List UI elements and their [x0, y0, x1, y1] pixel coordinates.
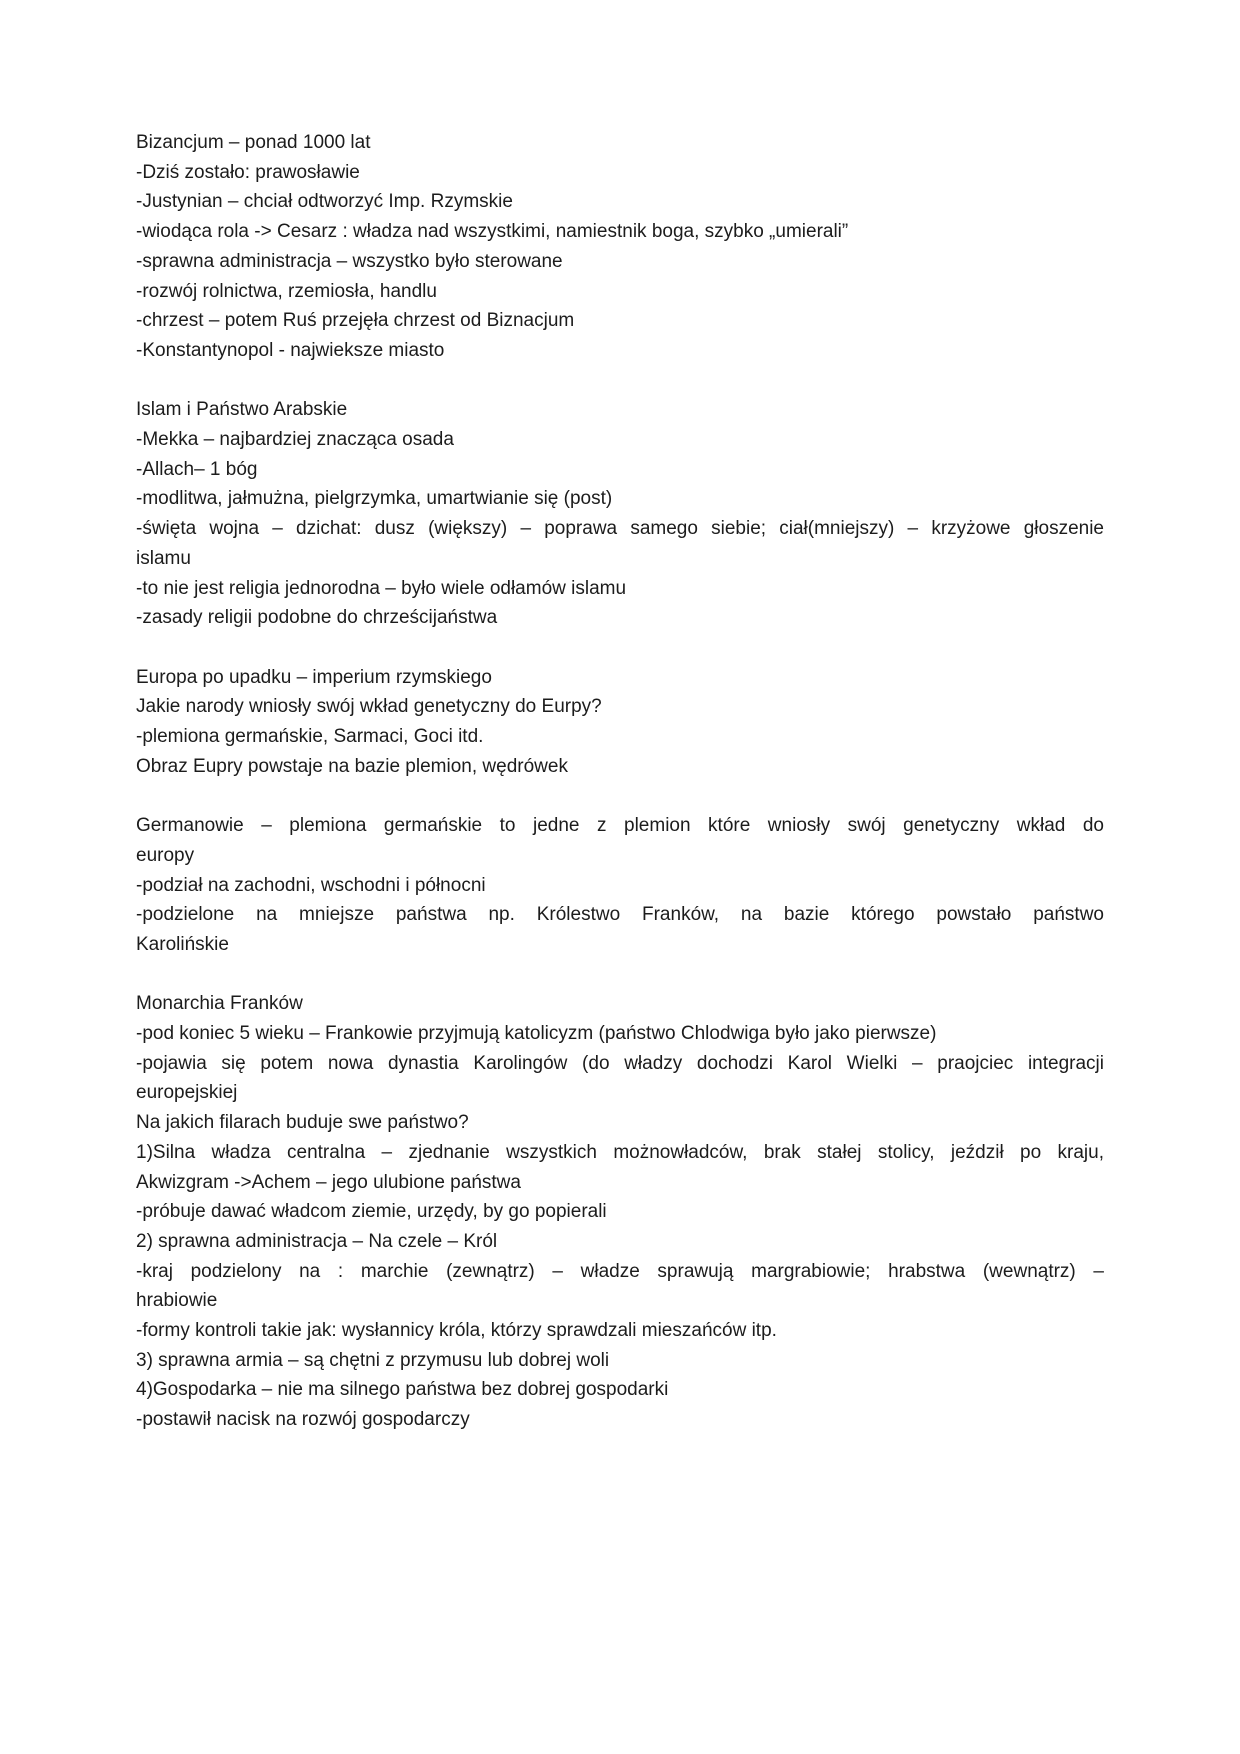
- doc-line: -Mekka – najbardziej znacząca osada: [136, 429, 454, 451]
- doc-line: Obraz Eupry powstaje na bazie plemion, wędrówek: [136, 755, 568, 777]
- doc-line: europy: [136, 844, 195, 866]
- section-heading: Islam i Państwo Arabskie: [136, 399, 348, 421]
- doc-line: -podział na zachodni, wschodni i północni: [136, 874, 486, 896]
- section-heading: Monarchia Franków: [136, 993, 303, 1015]
- doc-line: Na jakich filarach buduje swe państwo?: [136, 1112, 469, 1134]
- doc-line: -kraj podzielony na : marchie (zewnątrz) – władze sprawują margrabiowie; hrabstwa (wewnątrz) –: [136, 1260, 1104, 1282]
- section-islam: [136, 395, 1104, 633]
- doc-line: -Konstantynopol - najwieksze miasto: [136, 339, 445, 361]
- doc-line: -chrzest – potem Ruś przejęła chrzest od Biznacjum: [136, 310, 575, 332]
- doc-line: hrabiowie: [136, 1290, 218, 1312]
- doc-line: -plemiona germańskie, Sarmaci, Goci itd.: [136, 726, 484, 748]
- doc-line: Akwizgram ->Achem – jego ulubione państwa: [136, 1171, 521, 1193]
- doc-line: -Justynian – chciał odtworzyć Imp. Rzymskie: [136, 191, 513, 213]
- doc-line: -próbuje dawać władcom ziemie, urzędy, by go popierali: [136, 1201, 607, 1223]
- doc-line: 1)Silna władza centralna – zjednanie wszystkich możnowładców, brak stałej stolicy, jeździł po kraju,: [136, 1141, 1104, 1163]
- doc-line: -podzielone na mniejsze państwa np. Królestwo Franków, na bazie którego powstało państwo: [136, 904, 1104, 926]
- doc-line: 4)Gospodarka – nie ma silnego państwa bez dobrej gospodarki: [136, 1379, 669, 1401]
- doc-line: -Allach– 1 bóg: [136, 458, 258, 480]
- doc-line: -wiodąca rola -> Cesarz : władza nad wszystkimi, namiestnik boga, szybko „umierali”: [136, 221, 849, 243]
- doc-line: Karolińskie: [136, 933, 229, 955]
- doc-line: -rozwój rolnictwa, rzemiosła, handlu: [136, 280, 437, 302]
- section-heading: Germanowie – plemiona germańskie to jedne z plemion które wniosły swój genetyczny wkład do: [136, 815, 1104, 837]
- doc-line: -pod koniec 5 wieku – Frankowie przyjmują katolicyzm (państwo Chlodwiga było jako pierwsze): [136, 1023, 937, 1045]
- doc-line: Jakie narody wniosły swój wkład genetyczny do Eurpy?: [136, 696, 602, 718]
- section-heading: Europa po upadku – imperium rzymskiego: [136, 666, 492, 688]
- section-heading: Bizancjum – ponad 1000 lat: [136, 132, 371, 153]
- doc-line: -pojawia się potem nowa dynastia Karolingów (do władzy dochodzi Karol Wielki – praojciec integracji: [136, 1052, 1104, 1074]
- section-monarchia-frankow: [136, 989, 1104, 1435]
- doc-line: 3) sprawna armia – są chętni z przymusu lub dobrej woli: [136, 1349, 610, 1371]
- doc-line: islamu: [136, 547, 191, 569]
- doc-line: -formy kontroli takie jak: wysłannicy króla, którzy sprawdzali mieszańców itp.: [136, 1320, 777, 1342]
- doc-line: 2) sprawna administracja – Na czele – Król: [136, 1230, 498, 1252]
- doc-line: -święta wojna – dzichat: dusz (większy) – poprawa samego siebie; ciał(mniejszy) – krzyżowe głoszenie: [136, 518, 1104, 540]
- doc-line: -modlitwa, jałmużna, pielgrzymka, umartwianie się (post): [136, 488, 613, 510]
- doc-line: -Dziś zostało: prawosławie: [136, 161, 360, 183]
- section-europa: [136, 663, 1104, 782]
- doc-line: -zasady religii podobne do chrześcijaństwa: [136, 607, 498, 629]
- section-germanowie: [136, 811, 1104, 960]
- doc-line: -sprawna administracja – wszystko było sterowane: [136, 250, 563, 272]
- doc-line: europejskiej: [136, 1082, 238, 1104]
- section-bizancjum: [136, 128, 1104, 366]
- doc-line: -to nie jest religia jednorodna – było wiele odłamów islamu: [136, 577, 627, 599]
- doc-line: -postawił nacisk na rozwój gospodarczy: [136, 1409, 470, 1431]
- document-content: [136, 128, 1104, 1435]
